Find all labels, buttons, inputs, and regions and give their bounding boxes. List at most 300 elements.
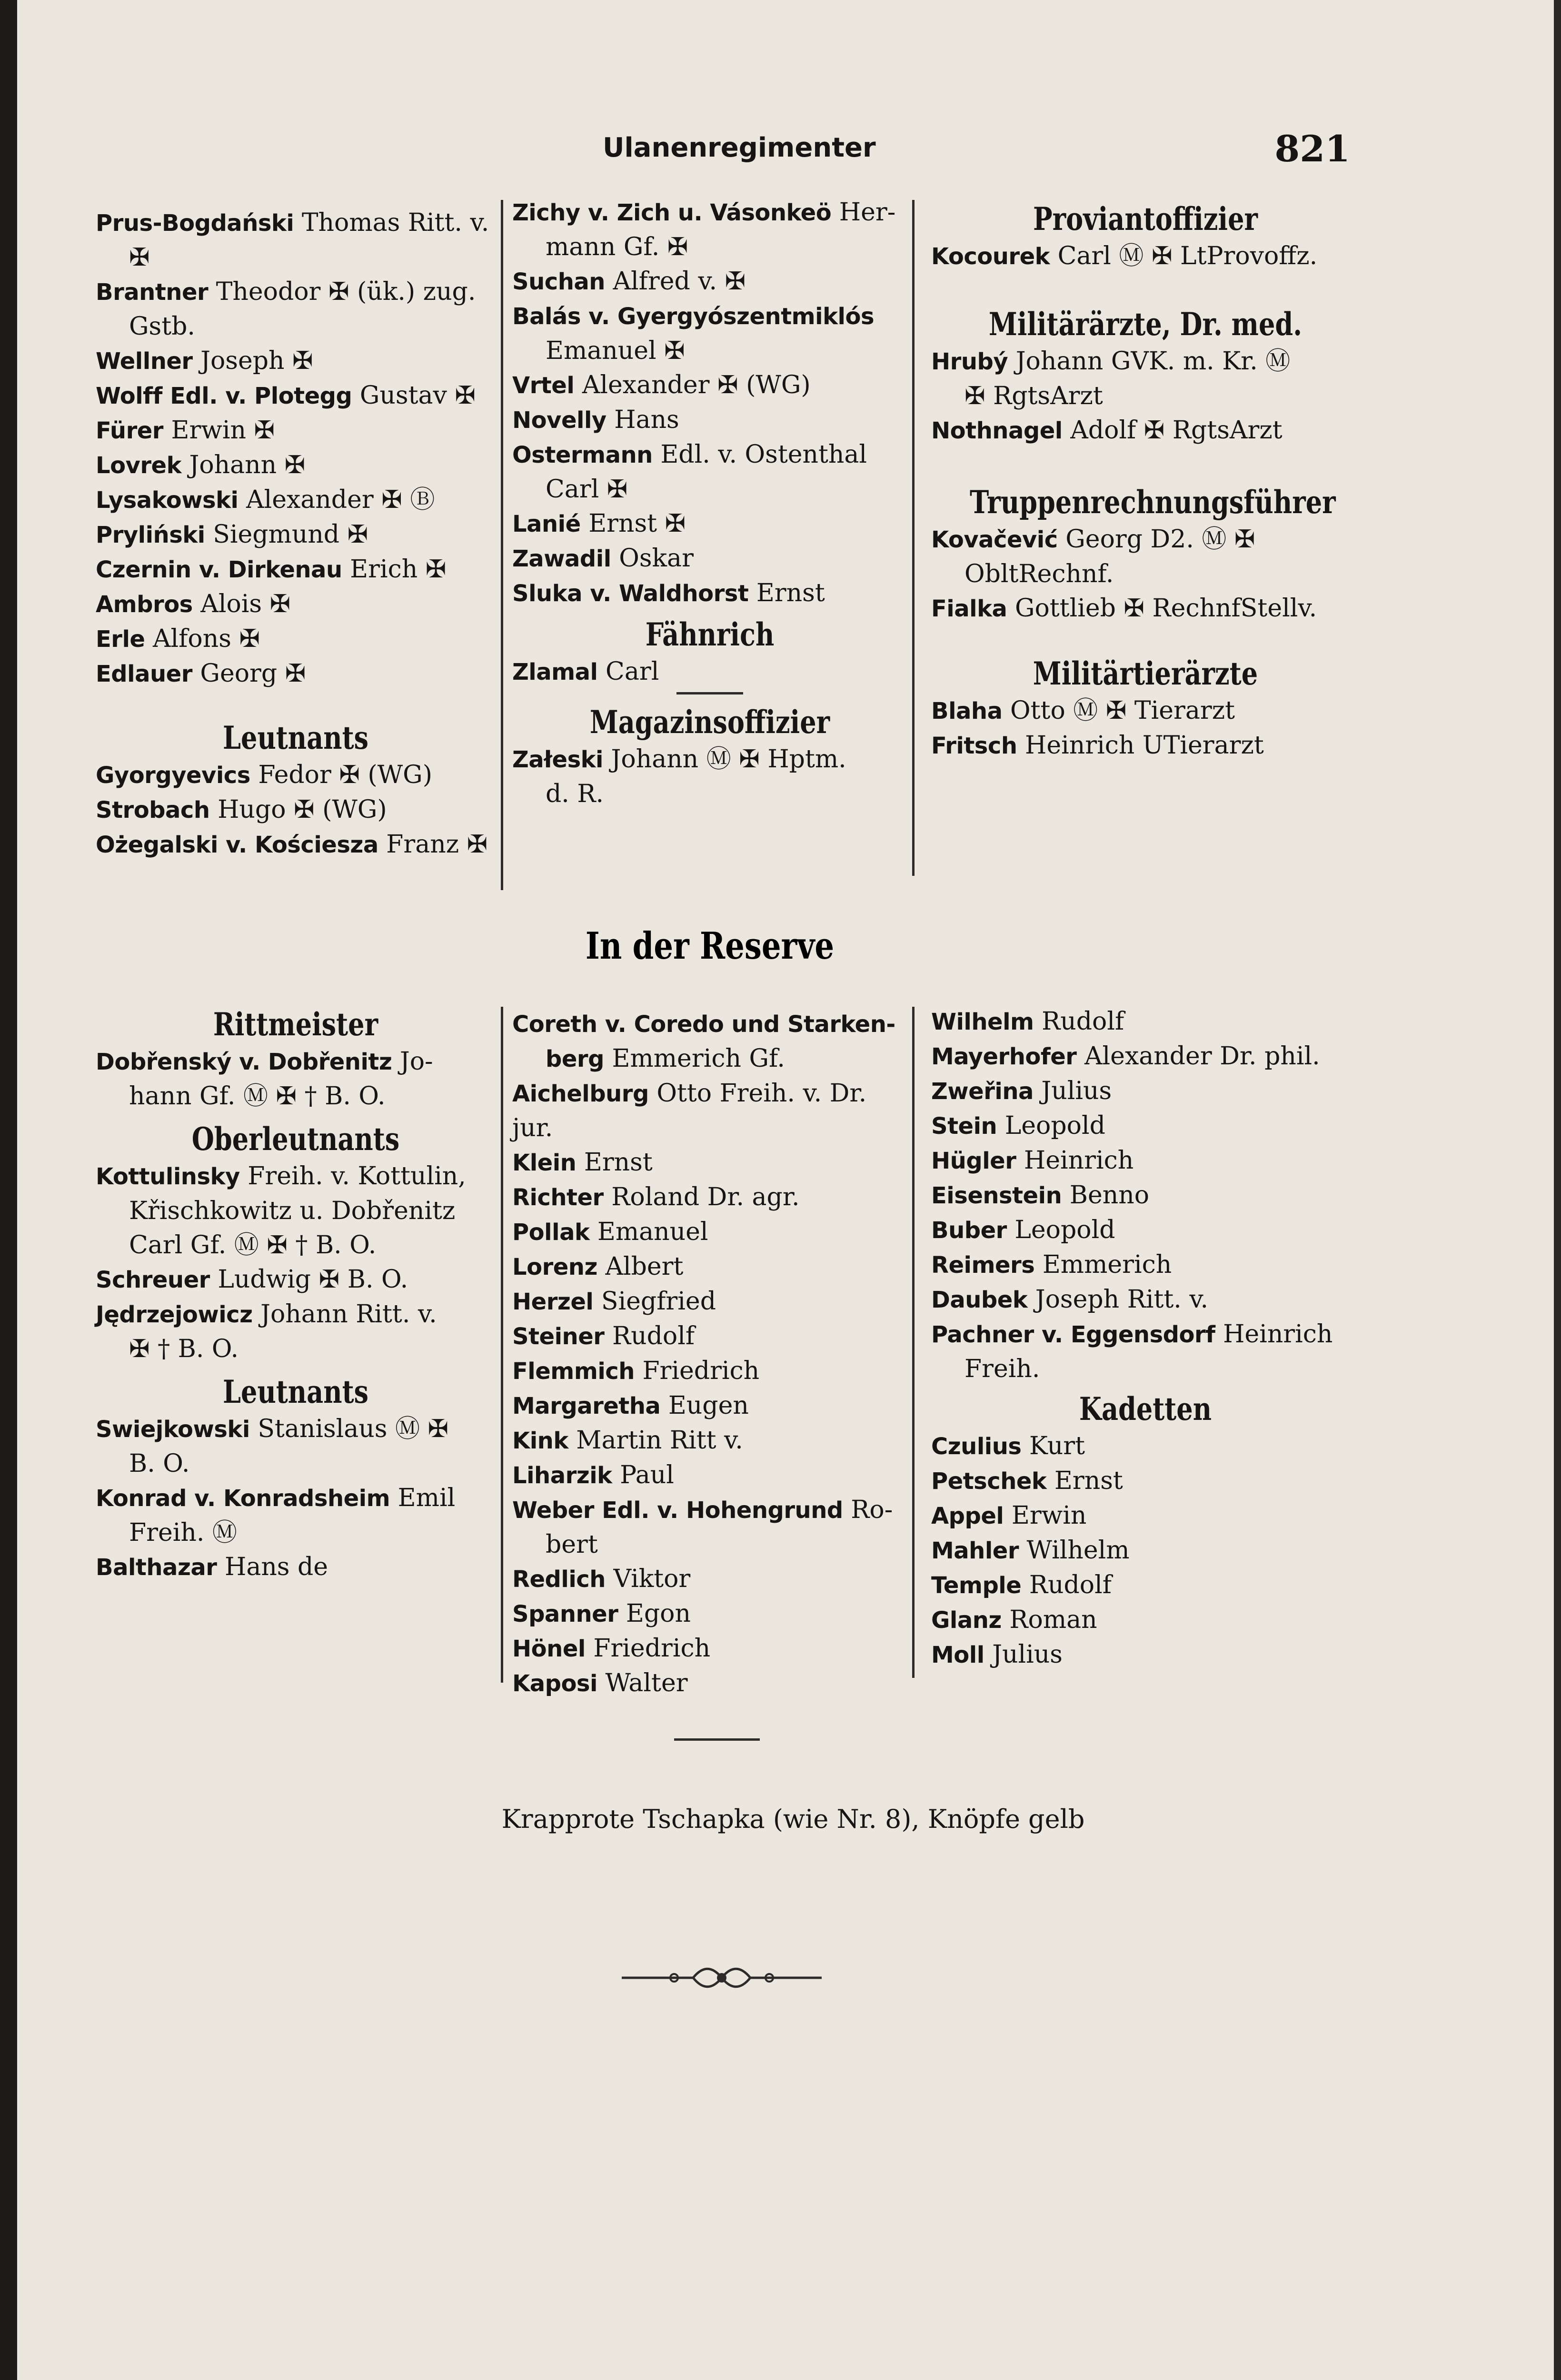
- scan-right-edge: [1554, 0, 1561, 2380]
- officer-details: d. R.: [546, 780, 604, 808]
- officer-surname: Ożegalski v. Kościesza: [96, 832, 378, 858]
- column-3: [931, 199, 1360, 763]
- officer-entry: [512, 541, 907, 576]
- officer-details: Alexander ✠ (WG): [582, 371, 811, 399]
- officer-entry: [96, 517, 496, 552]
- officer-entry: [96, 758, 496, 793]
- officer-details: Leopold: [1014, 1216, 1115, 1244]
- officer-entry: [512, 654, 907, 689]
- officer-details: Alfons ✠: [153, 625, 260, 653]
- officer-details: ✠: [129, 243, 150, 272]
- officer-entry: [931, 1178, 1360, 1213]
- officer-list: [931, 239, 1360, 274]
- officer-entry: [96, 378, 496, 413]
- officer-details: Adolf ✠ RgtsArzt: [1070, 416, 1283, 445]
- section-heading-faehnrich: Fähnrich: [645, 616, 775, 653]
- section-heading-kadetten: Kadetten: [1079, 1390, 1212, 1428]
- officer-details: Heinrich: [1223, 1320, 1333, 1349]
- officer-entry: [931, 1637, 1360, 1672]
- officer-entry: [512, 437, 907, 472]
- officer-surname: Schreuer: [96, 1267, 210, 1293]
- officer-details: B. O.: [129, 1449, 190, 1478]
- officer-surname: Hügler: [931, 1148, 1016, 1174]
- officer-details: hann Gf. Ⓜ ✠ † B. O.: [129, 1082, 386, 1111]
- officer-entry: [512, 299, 907, 334]
- ornament-divider-icon: [622, 1961, 822, 1994]
- officer-details: Benno: [1069, 1181, 1150, 1210]
- officer-entry: [512, 334, 907, 368]
- officer-details: Jo-: [399, 1047, 433, 1076]
- officer-surname: Margaretha: [512, 1393, 661, 1419]
- officer-details: Edl. v. Ostenthal: [660, 440, 867, 469]
- officer-entry: [931, 1143, 1360, 1178]
- officer-surname: Pryliński: [96, 522, 205, 548]
- officer-details: Roland Dr. agr.: [611, 1183, 800, 1211]
- scan-left-edge: [0, 0, 17, 2380]
- officer-entry: [96, 622, 496, 656]
- officer-details: Theodor ✠ (ük.) zug.: [216, 278, 476, 306]
- officer-surname: Fialka: [931, 595, 1007, 622]
- officer-details: ✠ † B. O.: [129, 1335, 239, 1363]
- officer-surname: Balthazar: [96, 1554, 217, 1581]
- officer-entry: [512, 576, 907, 611]
- section-divider: [674, 1738, 760, 1741]
- officer-entry: [931, 1429, 1360, 1464]
- officer-surname: Kink: [512, 1428, 568, 1454]
- officer-surname: Swiejkowski: [96, 1416, 250, 1443]
- officer-entry: [512, 472, 907, 506]
- officer-entry: [931, 413, 1360, 448]
- officer-details: bert: [546, 1530, 598, 1559]
- officer-surname: Zlamal: [512, 659, 598, 685]
- officer-entry: [512, 777, 907, 811]
- officer-entry: [512, 1423, 907, 1458]
- officer-entry: [96, 587, 496, 622]
- officer-surname: Richter: [512, 1184, 604, 1211]
- officer-entry: [512, 1145, 907, 1180]
- officer-surname: Coreth v. Coredo und Starken-: [512, 1011, 895, 1038]
- officer-entry: [512, 1493, 907, 1527]
- officer-entry: [96, 1159, 496, 1194]
- officer-details: Friedrich: [642, 1357, 760, 1385]
- officer-details: Her-: [839, 198, 896, 227]
- column-rule: [501, 200, 503, 890]
- officer-details: mann Gf. ✠: [546, 233, 688, 261]
- officer-surname: Konrad v. Konradsheim: [96, 1485, 390, 1512]
- officer-entry: [931, 728, 1360, 763]
- officer-surname: Brantner: [96, 279, 209, 306]
- officer-entry: [512, 1631, 907, 1666]
- officer-surname: Ostermann: [512, 442, 653, 468]
- officer-entry: [512, 264, 907, 299]
- officer-details: Ernst: [584, 1148, 653, 1177]
- officer-entry: [931, 1533, 1360, 1568]
- officer-details: Křischkowitz u. Dobřenitz: [129, 1197, 456, 1225]
- officer-list: [512, 654, 907, 689]
- officer-entry: [96, 483, 496, 517]
- officer-details: Carl Gf. Ⓜ ✠ † B. O.: [129, 1231, 377, 1259]
- column-rule: [912, 1007, 915, 1678]
- officer-list: [96, 1412, 496, 1585]
- officer-details: Alexander Dr. phil.: [1084, 1042, 1320, 1071]
- officer-entry: [931, 522, 1360, 557]
- running-title: Ulanenregimenter: [603, 132, 876, 163]
- officer-entry: [96, 552, 496, 587]
- officer-entry: [512, 742, 907, 777]
- officer-surname: Vrtel: [512, 372, 575, 399]
- section-heading-rittmeister: Rittmeister: [213, 1006, 378, 1043]
- book-page: [17, 0, 1554, 2380]
- officer-entry: [96, 1228, 496, 1262]
- officer-details: Georg D2. Ⓜ ✠: [1065, 525, 1255, 554]
- officer-entry: [96, 1044, 496, 1079]
- officer-details: Erwin: [1011, 1501, 1087, 1530]
- officer-details: Hans de: [224, 1553, 328, 1581]
- officer-details: Joseph Ritt. v.: [1035, 1285, 1209, 1314]
- officer-surname: Temple: [931, 1572, 1022, 1599]
- officer-entry: [96, 275, 496, 309]
- officer-details: Hugo ✠ (WG): [218, 795, 387, 824]
- officer-surname: Novelly: [512, 407, 607, 434]
- officer-entry: [931, 1004, 1360, 1039]
- reserve-column-1: [96, 1004, 496, 1585]
- officer-surname: Kocourek: [931, 243, 1050, 270]
- officer-surname: Herzel: [512, 1289, 594, 1315]
- officer-entry: [931, 1282, 1360, 1317]
- officer-details: Ro-: [851, 1496, 893, 1524]
- officer-entry: [931, 557, 1360, 591]
- officer-details: Viktor: [613, 1565, 691, 1593]
- officer-entry: [96, 413, 496, 448]
- officer-entry: [931, 1248, 1360, 1282]
- officer-details: Egon: [626, 1599, 691, 1628]
- officer-entry: [96, 240, 496, 275]
- officer-details: Julius: [1041, 1077, 1112, 1105]
- officer-details: Fedor ✠ (WG): [258, 761, 432, 789]
- officer-entry: [931, 1317, 1360, 1352]
- officer-details: Johann ✠: [189, 451, 306, 479]
- section-heading-militaeraerzte: Militärärzte, Dr. med.: [988, 306, 1302, 343]
- column-2: [512, 195, 907, 811]
- officer-entry: [512, 1666, 907, 1701]
- officer-list: [96, 758, 496, 862]
- officer-surname: Erle: [96, 626, 145, 653]
- officer-entry: [96, 344, 496, 378]
- officer-details: Gustav ✠: [359, 381, 476, 410]
- officer-entry: [512, 1319, 907, 1354]
- officer-details: Siegfried: [601, 1287, 716, 1316]
- officer-entry: [96, 1481, 496, 1516]
- reserve-column-3: [931, 1004, 1360, 1672]
- officer-list: [931, 344, 1360, 448]
- officer-entry: [96, 309, 496, 344]
- officer-details: Rudolf: [612, 1322, 695, 1350]
- officer-details: Heinrich: [1024, 1146, 1134, 1175]
- column-rule: [912, 200, 915, 876]
- officer-surname: Mahler: [931, 1537, 1019, 1564]
- officer-list: [512, 1007, 907, 1701]
- officer-details: Paul: [620, 1461, 674, 1489]
- officer-surname: Kaposi: [512, 1670, 597, 1697]
- officer-surname: Daubek: [931, 1287, 1028, 1313]
- officer-entry: [931, 1213, 1360, 1248]
- officer-entry: [512, 230, 907, 264]
- officer-entry: [512, 368, 907, 403]
- officer-entry: [512, 1250, 907, 1284]
- officer-details: Franz ✠: [386, 830, 488, 859]
- officer-details: Emanuel: [597, 1218, 708, 1246]
- officer-surname: Kottulinsky: [96, 1163, 240, 1190]
- officer-entry: [512, 1041, 907, 1076]
- officer-details: Georg ✠: [200, 659, 306, 688]
- officer-entry: [512, 1562, 907, 1597]
- officer-details: Ernst: [756, 579, 825, 607]
- officer-details: Eugen: [668, 1391, 749, 1420]
- officer-details: Heinrich UTierarzt: [1025, 731, 1264, 760]
- officer-list: [96, 1159, 496, 1366]
- officer-surname: Wellner: [96, 348, 193, 375]
- officer-surname: Flemmich: [512, 1358, 635, 1385]
- officer-entry: [931, 239, 1360, 274]
- officer-surname: Liharzik: [512, 1462, 612, 1489]
- officer-entry: [512, 1215, 907, 1250]
- officer-surname: Blaha: [931, 698, 1003, 724]
- officer-surname: Edlauer: [96, 661, 192, 687]
- officer-entry: [512, 1180, 907, 1215]
- officer-surname: Redlich: [512, 1566, 606, 1593]
- officer-surname: Lorenz: [512, 1254, 597, 1280]
- officer-details: Roman: [1009, 1606, 1097, 1634]
- officer-details: Carl ✠: [546, 475, 628, 504]
- officer-surname: Kovačević: [931, 526, 1058, 553]
- officer-surname: Hrubý: [931, 348, 1008, 375]
- officer-surname: Lovrek: [96, 452, 181, 479]
- officer-details: Ludwig ✠ B. O.: [218, 1265, 408, 1294]
- column-1: [96, 206, 496, 862]
- officer-entry: [96, 656, 496, 691]
- section-heading-truppenrechnungsfuehrer: Truppenrechnungsführer: [970, 484, 1336, 521]
- officer-surname: Prus-Bogdański: [96, 210, 294, 237]
- officer-surname: Spanner: [512, 1601, 618, 1627]
- officer-entry: [512, 506, 907, 541]
- officer-details: ✠ RgtsArzt: [964, 382, 1103, 410]
- officer-entry: [96, 1332, 496, 1366]
- officer-entry: [931, 1109, 1360, 1143]
- officer-details: Emmerich: [1042, 1250, 1172, 1279]
- officer-details: Freih. Ⓜ: [129, 1518, 237, 1547]
- reserve-column-2: [512, 1007, 907, 1701]
- officer-entry: [931, 694, 1360, 728]
- officer-details: Hans: [614, 406, 679, 434]
- officer-surname: Sluka v. Waldhorst: [512, 580, 749, 607]
- officer-surname: Stein: [931, 1113, 997, 1140]
- officer-entry: [512, 1284, 907, 1319]
- officer-details: Alfred v. ✠: [613, 267, 746, 296]
- officer-surname: Jędrzejowicz: [96, 1301, 253, 1328]
- officer-entry: [931, 1464, 1360, 1498]
- officer-surname: Fritsch: [931, 733, 1017, 759]
- officer-details: Johann Ⓜ ✠ Hptm.: [611, 745, 846, 774]
- page-number: 821: [1274, 128, 1350, 170]
- officer-details: Rudolf: [1042, 1007, 1124, 1036]
- officer-details: Gstb.: [129, 312, 195, 341]
- officer-details: Oskar: [619, 544, 694, 573]
- officer-entry: [931, 1603, 1360, 1637]
- officer-list: [512, 195, 907, 611]
- officer-details: Ernst ✠: [588, 509, 686, 538]
- officer-entry: [931, 344, 1360, 379]
- officer-details: Erwin ✠: [171, 416, 275, 445]
- officer-entry: [512, 1458, 907, 1493]
- officer-surname: Pachner v. Eggensdorf: [931, 1321, 1215, 1348]
- officer-list: [931, 694, 1360, 763]
- officer-entry: [931, 1498, 1360, 1533]
- section-heading-leutnants-reserve: Leutnants: [222, 1373, 369, 1410]
- officer-details: Joseph ✠: [200, 347, 313, 375]
- officer-surname: Zweřina: [931, 1078, 1034, 1105]
- officer-surname: Buber: [931, 1217, 1007, 1244]
- officer-details: Thomas Ritt. v.: [301, 208, 489, 237]
- officer-details: Stanislaus Ⓜ ✠: [258, 1415, 449, 1443]
- section-heading-leutnants: Leutnants: [222, 719, 369, 756]
- officer-entry: [96, 793, 496, 827]
- officer-details: Emanuel ✠: [546, 337, 685, 365]
- officer-entry: [96, 827, 496, 862]
- officer-list: [931, 1004, 1360, 1386]
- officer-surname: Balás v. Gyergyószentmiklós: [512, 303, 875, 330]
- officer-entry: [931, 1039, 1360, 1074]
- officer-details: ObltRechnf.: [964, 560, 1114, 588]
- officer-entry: [512, 1076, 907, 1145]
- officer-entry: [96, 1079, 496, 1113]
- officer-entry: [931, 591, 1360, 626]
- officer-details: Johann GVK. m. Kr. Ⓜ: [1015, 347, 1291, 376]
- officer-entry: [512, 1354, 907, 1388]
- officer-details: Wilhelm: [1026, 1536, 1130, 1565]
- uniform-note: Krapprote Tschapka (wie Nr. 8), Knöpfe gelb: [501, 1804, 1085, 1834]
- officer-surname: Glanz: [931, 1607, 1002, 1634]
- short-rule: [676, 692, 743, 694]
- officer-surname: Zawadil: [512, 545, 611, 572]
- officer-details: Alois ✠: [200, 590, 291, 618]
- officer-surname: Appel: [931, 1503, 1004, 1529]
- section-heading-magazinsoffizier: Magazinsoffizier: [589, 704, 830, 741]
- officer-surname: Lysakowski: [96, 487, 239, 514]
- officer-entry: [96, 1447, 496, 1481]
- officer-details: Martin Ritt v.: [576, 1426, 743, 1455]
- section-heading-militaertieraerzte: Militärtierärzte: [1033, 655, 1258, 692]
- officer-entry: [512, 1527, 907, 1562]
- officer-entry: [931, 379, 1360, 413]
- section-heading-reserve: In der Reserve: [585, 924, 835, 968]
- officer-entry: [512, 1597, 907, 1631]
- officer-entry: [931, 1568, 1360, 1603]
- officer-entry: [512, 403, 907, 437]
- officer-surname: Fürer: [96, 417, 163, 444]
- officer-details: Leopold: [1004, 1111, 1105, 1140]
- officer-surname: Nothnagel: [931, 417, 1063, 444]
- officer-list: [96, 1044, 496, 1113]
- officer-details: Carl Ⓜ ✠ LtProvoffz.: [1057, 242, 1318, 270]
- officer-details: Kurt: [1029, 1432, 1085, 1460]
- officer-entry: [96, 1194, 496, 1228]
- officer-surname: Reimers: [931, 1252, 1035, 1279]
- section-heading-proviantoffizier: Proviantoffizier: [1033, 200, 1258, 238]
- officer-surname: berg: [546, 1046, 604, 1072]
- officer-details: Rudolf: [1029, 1571, 1112, 1599]
- officer-list: [931, 522, 1360, 626]
- officer-details: Siegmund ✠: [213, 520, 368, 549]
- officer-entry: [512, 195, 907, 230]
- officer-entry: [96, 1550, 496, 1585]
- officer-surname: Załeski: [512, 746, 604, 773]
- officer-entry: [96, 1412, 496, 1447]
- officer-entry: [512, 1007, 907, 1041]
- officer-details: Johann Ritt. v.: [260, 1300, 437, 1329]
- officer-details: Friedrich: [593, 1634, 711, 1663]
- officer-list: [512, 742, 907, 811]
- officer-details: Freih.: [964, 1355, 1040, 1383]
- officer-list: [96, 206, 496, 691]
- officer-details: Otto Ⓜ ✠ Tierarzt: [1010, 696, 1235, 725]
- officer-details: Erich ✠: [350, 555, 447, 584]
- officer-details: Albert: [605, 1252, 684, 1281]
- officer-entry: [931, 1074, 1360, 1109]
- officer-entry: [96, 206, 496, 240]
- officer-surname: Aichelburg: [512, 1081, 649, 1107]
- officer-surname: Hönel: [512, 1636, 586, 1662]
- officer-details: Julius: [992, 1640, 1063, 1669]
- column-rule: [501, 1007, 503, 1683]
- officer-surname: Steiner: [512, 1323, 605, 1350]
- officer-details: Carl: [606, 657, 659, 686]
- officer-surname: Pollak: [512, 1219, 590, 1246]
- officer-surname: Lanié: [512, 511, 581, 537]
- officer-surname: Strobach: [96, 797, 210, 823]
- officer-surname: Mayerhofer: [931, 1043, 1077, 1070]
- officer-entry: [96, 448, 496, 483]
- officer-surname: Wilhelm: [931, 1009, 1034, 1035]
- officer-surname: Eisenstein: [931, 1182, 1062, 1209]
- officer-details: Emmerich Gf.: [612, 1044, 785, 1073]
- officer-entry: [96, 1262, 496, 1297]
- officer-entry: [931, 1352, 1360, 1386]
- officer-surname: Wolff Edl. v. Plotegg: [96, 383, 352, 409]
- officer-entry: [96, 1516, 496, 1550]
- officer-details: Walter: [605, 1669, 688, 1697]
- section-heading-oberleutnants: Oberleutnants: [191, 1121, 400, 1158]
- officer-surname: Dobřenský v. Dobřenitz: [96, 1049, 392, 1075]
- officer-details: Emil: [398, 1484, 456, 1512]
- officer-details: Freih. v. Kottulin,: [248, 1162, 466, 1190]
- officer-details: Ernst: [1054, 1467, 1123, 1495]
- officer-surname: Suchan: [512, 268, 605, 295]
- officer-surname: Czulius: [931, 1433, 1022, 1460]
- officer-surname: Klein: [512, 1150, 577, 1176]
- officer-details: Alexander ✠ Ⓑ: [246, 486, 435, 514]
- officer-details: Otto Freih. v. Dr. jur.: [512, 1079, 867, 1142]
- officer-surname: Czernin v. Dirkenau: [96, 556, 342, 583]
- officer-surname: Ambros: [96, 591, 193, 618]
- officer-surname: Gyorgyevics: [96, 762, 250, 789]
- officer-entry: [512, 1388, 907, 1423]
- officer-surname: Weber Edl. v. Hohengrund: [512, 1497, 843, 1524]
- officer-surname: Zichy v. Zich u. Vásonkeö: [512, 199, 832, 226]
- officer-surname: Moll: [931, 1642, 984, 1668]
- officer-surname: Petschek: [931, 1468, 1047, 1495]
- officer-entry: [96, 1297, 496, 1332]
- officer-details: Gottlieb ✠ RechnfStellv.: [1014, 594, 1317, 623]
